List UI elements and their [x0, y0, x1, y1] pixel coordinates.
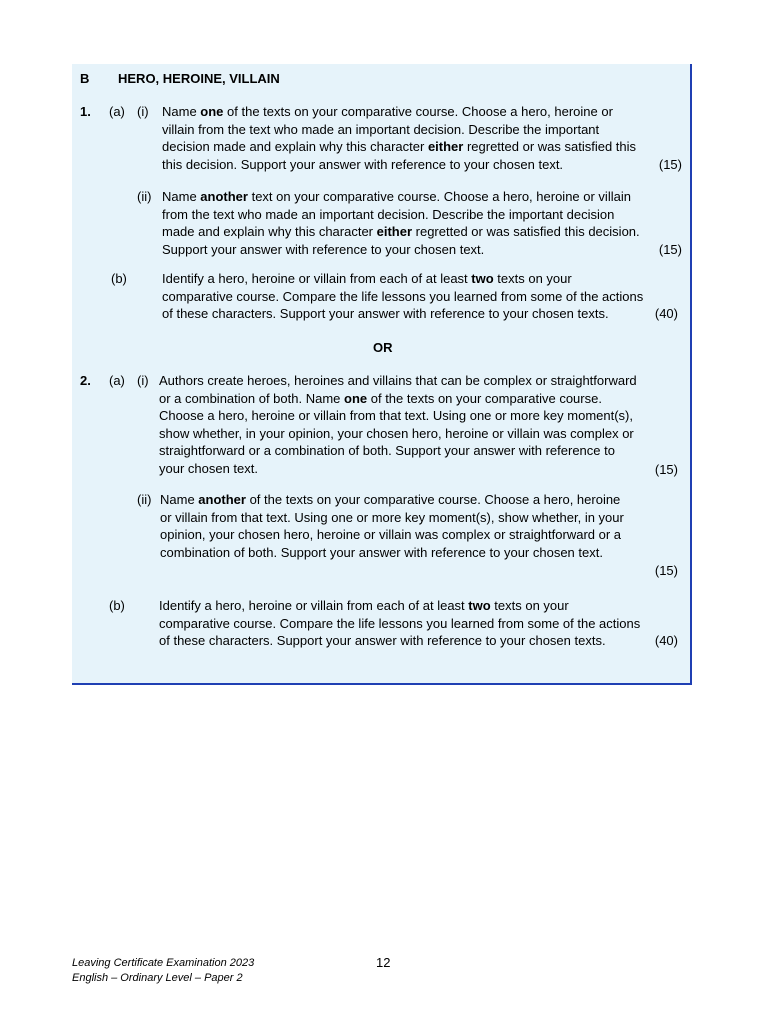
text-segment: straightforward or a combination of both. Support your answer with reference to [159, 443, 615, 459]
text-line [159, 597, 569, 615]
emphasis-text: either [427, 139, 464, 155]
text-segment: of these characters. Support your answer with reference to your chosen texts. [159, 633, 606, 649]
text-line [159, 390, 602, 408]
emphasis-text: two [468, 598, 491, 613]
q1-aii-marks: (15) [658, 242, 682, 257]
q1-b-marks: (40) [654, 306, 678, 321]
text-segment: or a combination of both. Name [159, 390, 344, 406]
text-line [162, 241, 484, 259]
emphasis-text: another [198, 492, 246, 507]
q1-a-label: (a) [109, 104, 125, 119]
text-segment: regretted or was satisfied this [463, 139, 637, 155]
text-line [159, 372, 637, 390]
text-segment: from the text who made an important decision. Describe the important decision [162, 206, 615, 222]
text-segment: texts on your [490, 598, 569, 613]
text-segment: show whether, in your opinion, your chosen hero, heroine or villain was complex or [159, 425, 634, 441]
or-separator: OR [373, 340, 393, 355]
footer-paper: English – Ordinary Level – Paper 2 [72, 972, 243, 984]
q2-aii-marks: (15) [654, 563, 678, 578]
text-line [162, 270, 572, 288]
emphasis-text: two [471, 271, 494, 286]
text-line [159, 442, 615, 460]
text-line [162, 138, 636, 156]
text-segment: of the texts on your comparative course. Choose a hero, heroine [245, 492, 621, 507]
emphasis-text: another [200, 189, 248, 204]
text-segment: opinion, your chosen hero, heroine or villain was complex or straightforward or a [160, 527, 622, 543]
text-segment: Identify a hero, heroine or villain from each of at least [159, 598, 469, 613]
page-number: 12 [376, 955, 391, 970]
text-line [159, 425, 634, 443]
text-segment: this decision. Support your answer with reference to your chosen text. [162, 156, 564, 172]
text-segment: of the texts on your comparative course. [367, 390, 602, 406]
text-line [159, 632, 606, 650]
emphasis-text: either [376, 224, 413, 240]
text-line [162, 156, 563, 174]
emphasis-text: one [200, 104, 224, 119]
section-title: HERO, HEROINE, VILLAIN [118, 71, 280, 86]
text-segment: Support your answer with reference to your chosen text. [162, 241, 485, 257]
q2-ai-label: (i) [137, 373, 149, 388]
text-line [162, 305, 609, 323]
text-segment: texts on your [493, 271, 572, 286]
text-segment: Name [160, 492, 199, 507]
text-line [160, 491, 620, 509]
q2-aii-label: (ii) [137, 492, 152, 507]
text-segment: villain from the text who made an important decision. Describe the important [162, 121, 600, 137]
q1-number: 1. [80, 104, 91, 119]
text-segment: of these characters. Support your answer with reference to your chosen texts. [162, 306, 609, 322]
text-segment: text on your comparative course. Choose a hero, heroine or villain [247, 189, 631, 204]
text-line [162, 288, 643, 306]
text-line [162, 223, 640, 241]
text-segment: comparative course. Compare the life lessons you learned from some of the actions [159, 615, 641, 631]
text-line [159, 460, 258, 478]
emphasis-text: one [344, 390, 368, 406]
footer-exam: Leaving Certificate Examination 2023 [72, 957, 255, 969]
text-segment: Name [162, 189, 201, 204]
text-line [160, 544, 603, 562]
text-segment: Choose a hero, heroine or villain from that text. Using one or more key moment(s), [159, 408, 633, 424]
q1-aii-label: (ii) [137, 189, 152, 204]
text-segment: decision made and explain why this character [162, 139, 428, 155]
text-segment: made and explain why this character [162, 224, 377, 240]
text-segment: or villain from that text. Using one or more key moment(s), show whether, in your [160, 509, 624, 525]
text-segment: comparative course. Compare the life lessons you learned from some of the actions [162, 288, 644, 304]
section-letter: B [80, 71, 90, 86]
q1-b-label: (b) [111, 271, 127, 286]
text-segment: Name [162, 104, 201, 119]
text-segment: Authors create heroes, heroines and villains that can be complex or straightforward [159, 373, 637, 388]
text-line [162, 206, 614, 224]
text-line [162, 103, 613, 121]
text-segment: combination of both. Support your answer with reference to your chosen text. [160, 544, 603, 560]
text-line [162, 188, 631, 206]
q2-ai-marks: (15) [654, 462, 678, 477]
q2-b-label: (b) [109, 598, 125, 613]
text-line [160, 526, 621, 544]
text-segment: Identify a hero, heroine or villain from each of at least [162, 271, 472, 286]
text-line [159, 615, 640, 633]
q2-b-marks: (40) [654, 633, 678, 648]
text-line [162, 121, 599, 139]
text-line [159, 407, 633, 425]
text-segment: of the texts on your comparative course. Choose a hero, heroine or [223, 104, 613, 119]
q1-ai-marks: (15) [658, 157, 682, 172]
q2-a-label: (a) [109, 373, 125, 388]
text-segment: your chosen text. [159, 461, 258, 476]
text-line [160, 509, 624, 527]
q2-number: 2. [80, 373, 91, 388]
text-segment: regretted or was satisfied this decision. [412, 224, 640, 240]
q1-ai-label: (i) [137, 104, 149, 119]
